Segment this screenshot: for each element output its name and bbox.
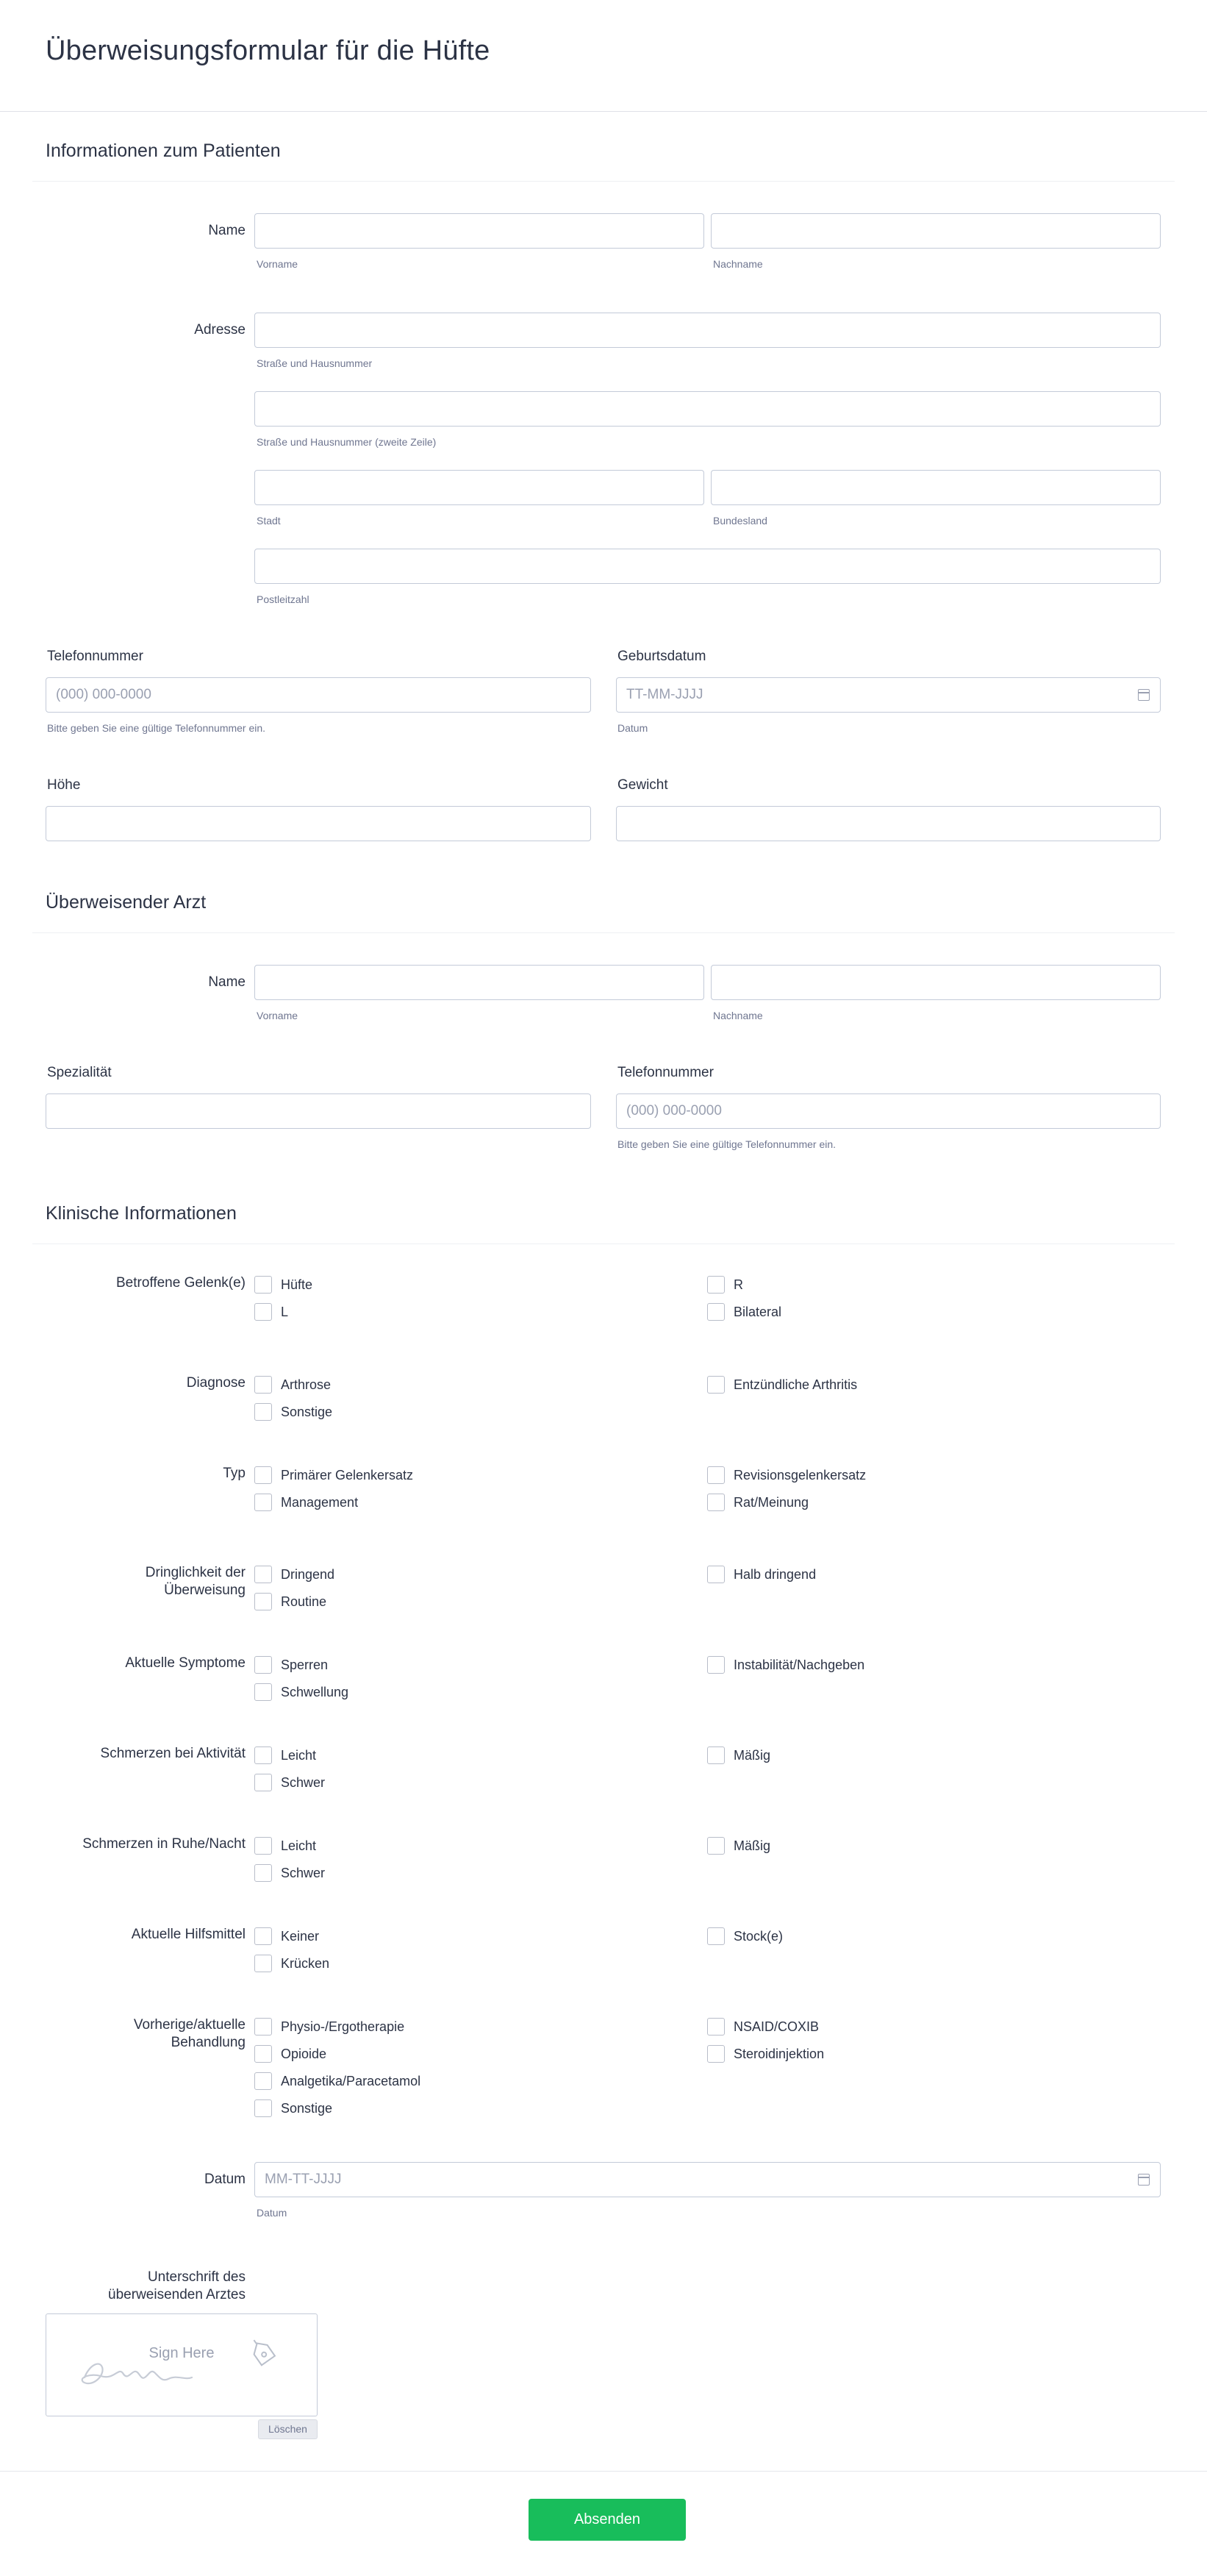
doctor-phone-sublabel: Bitte geben Sie eine gültige Telefonnummer ein. bbox=[617, 1138, 837, 1150]
aids-label: Aktuelle Hilfsmittel bbox=[131, 1927, 246, 1942]
checkbox-pain-activity-moderate[interactable] bbox=[707, 1746, 770, 1765]
checkbox-box[interactable] bbox=[707, 1837, 725, 1855]
height-input[interactable] bbox=[46, 806, 591, 841]
specialty-input[interactable] bbox=[46, 1093, 591, 1129]
weight-input[interactable] bbox=[616, 806, 1161, 841]
checkbox-label: Dringend bbox=[281, 1566, 335, 1582]
signature-placeholder: Sign Here bbox=[148, 2345, 215, 2361]
checkbox-box[interactable] bbox=[707, 1747, 725, 1764]
checkbox-label: Routine bbox=[281, 1594, 327, 1609]
date-sublabel: Datum bbox=[257, 2207, 287, 2219]
checkbox-box[interactable] bbox=[254, 1864, 272, 1882]
checkbox-box[interactable] bbox=[254, 1955, 272, 1972]
checkbox-label: L bbox=[281, 1304, 289, 1319]
urgency-label-line1: Dringlichkeit der bbox=[145, 1565, 246, 1580]
form-header bbox=[0, 0, 1207, 112]
checkbox-label: Schwer bbox=[281, 1774, 326, 1790]
zip-sublabel: Postleitzahl bbox=[257, 593, 309, 605]
checkbox-box[interactable] bbox=[254, 1494, 272, 1511]
checkbox-type-revision[interactable] bbox=[707, 1466, 866, 1485]
checkbox-pain-rest-moderate[interactable] bbox=[707, 1836, 770, 1855]
section-title-doctor: Überweisender Arzt bbox=[46, 892, 207, 913]
specialty-label: Spezialität bbox=[47, 1065, 112, 1080]
checkbox-box[interactable] bbox=[254, 1376, 272, 1394]
checkbox-label: Revisionsgelenkersatz bbox=[734, 1467, 867, 1483]
footer-divider bbox=[0, 2471, 1207, 2472]
joints-label: Betroffene Gelenk(e) bbox=[115, 1275, 246, 1291]
checkbox-joint-hip[interactable] bbox=[254, 1275, 312, 1294]
checkbox-joint-right[interactable] bbox=[707, 1275, 743, 1294]
checkbox-box[interactable] bbox=[254, 1593, 272, 1610]
address-label: Adresse bbox=[194, 322, 246, 338]
checkbox-box[interactable] bbox=[707, 1303, 725, 1321]
checkbox-box[interactable] bbox=[707, 1927, 725, 1945]
checkbox-box[interactable] bbox=[254, 1466, 272, 1484]
checkbox-treatment-opioids[interactable] bbox=[254, 2044, 326, 2063]
signature-pad[interactable] bbox=[46, 2313, 318, 2416]
checkbox-diagnosis-inflammatory[interactable] bbox=[707, 1375, 857, 1394]
pain-rest-label: Schmerzen in Ruhe/Nacht bbox=[82, 1836, 246, 1852]
symptoms-label: Aktuelle Symptome bbox=[125, 1655, 246, 1671]
checkbox-label: Hüfte bbox=[281, 1277, 313, 1292]
type-label: Typ bbox=[223, 1466, 246, 1481]
checkbox-treatment-other[interactable] bbox=[254, 2099, 332, 2118]
checkbox-box[interactable] bbox=[707, 2018, 725, 2036]
checkbox-box[interactable] bbox=[254, 2018, 272, 2036]
checkbox-urgency-urgent[interactable] bbox=[254, 1565, 334, 1584]
doctor-phone-input[interactable] bbox=[616, 1093, 1161, 1129]
checkbox-urgency-routine[interactable] bbox=[254, 1592, 326, 1611]
checkbox-treatment-physio[interactable] bbox=[254, 2017, 404, 2036]
doctor-first-name-sublabel: Vorname bbox=[257, 1010, 298, 1021]
checkbox-label: Sonstige bbox=[281, 2100, 333, 2116]
checkbox-symptom-instability[interactable] bbox=[707, 1655, 864, 1674]
checkbox-label: Mäßig bbox=[734, 1747, 771, 1763]
height-label: Höhe bbox=[47, 777, 81, 793]
patient-phone-label: Telefonnummer bbox=[47, 649, 143, 664]
checkbox-label: Keiner bbox=[281, 1928, 320, 1944]
calendar-icon[interactable] bbox=[1138, 689, 1150, 701]
submit-button[interactable]: Absenden bbox=[529, 2499, 686, 2541]
checkbox-aid-crutches[interactable] bbox=[254, 1954, 329, 1973]
checkbox-box[interactable] bbox=[254, 2099, 272, 2117]
checkbox-box[interactable] bbox=[254, 1683, 272, 1701]
checkbox-box[interactable] bbox=[707, 1466, 725, 1484]
checkbox-box[interactable] bbox=[254, 2045, 272, 2063]
urgency-label-line2: Überweisung bbox=[164, 1583, 246, 1598]
checkbox-pain-rest-mild[interactable] bbox=[254, 1836, 316, 1855]
checkbox-box[interactable] bbox=[707, 1276, 725, 1294]
checkbox-label: Arthrose bbox=[281, 1377, 332, 1392]
checkbox-label: Physio-/Ergotherapie bbox=[281, 2019, 405, 2034]
checkbox-label: R bbox=[734, 1277, 743, 1292]
checkbox-label: Steroidinjektion bbox=[734, 2046, 825, 2061]
dob-input[interactable] bbox=[616, 677, 1161, 713]
checkbox-label: Stock(e) bbox=[734, 1928, 784, 1944]
street2-input[interactable] bbox=[254, 391, 1161, 427]
checkbox-box[interactable] bbox=[707, 2045, 725, 2063]
checkbox-type-primary[interactable] bbox=[254, 1466, 413, 1485]
checkbox-box[interactable] bbox=[707, 1376, 725, 1394]
checkbox-box[interactable] bbox=[254, 1403, 272, 1421]
checkbox-box[interactable] bbox=[254, 1566, 272, 1583]
doctor-first-name-input[interactable] bbox=[254, 965, 704, 1000]
doctor-phone-label: Telefonnummer bbox=[617, 1065, 714, 1080]
checkbox-treatment-analgesics[interactable] bbox=[254, 2072, 420, 2091]
checkbox-box[interactable] bbox=[254, 1747, 272, 1764]
dob-sublabel: Datum bbox=[617, 722, 648, 734]
street2-sublabel: Straße und Hausnummer (zweite Zeile) bbox=[257, 436, 437, 448]
signature-squiggle-icon bbox=[46, 2314, 317, 2416]
checkbox-joint-bilateral[interactable] bbox=[707, 1302, 781, 1321]
section-title-patient: Informationen zum Patienten bbox=[46, 140, 281, 161]
patient-phone-sublabel: Bitte geben Sie eine gültige Telefonnummer ein. bbox=[47, 722, 266, 734]
section-divider bbox=[32, 932, 1175, 933]
zip-input[interactable] bbox=[254, 549, 1161, 584]
checkbox-label: Primärer Gelenkersatz bbox=[281, 1467, 414, 1483]
street-sublabel: Straße und Hausnummer bbox=[257, 357, 373, 369]
doctor-name-label: Name bbox=[208, 974, 246, 990]
checkbox-type-management[interactable] bbox=[254, 1493, 358, 1512]
checkbox-label: NSAID/COXIB bbox=[734, 2019, 820, 2034]
checkbox-box[interactable] bbox=[254, 1837, 272, 1855]
checkbox-pain-activity-mild[interactable] bbox=[254, 1746, 316, 1765]
checkbox-label: Bilateral bbox=[734, 1304, 782, 1319]
checkbox-label: Entzündliche Arthritis bbox=[734, 1377, 858, 1392]
checkbox-label: Leicht bbox=[281, 1747, 317, 1763]
date-label: Datum bbox=[204, 2172, 246, 2187]
weight-label: Gewicht bbox=[617, 777, 668, 793]
checkbox-label: Halb dringend bbox=[734, 1566, 817, 1582]
patient-name-label: Name bbox=[208, 223, 246, 238]
dob-label: Geburtsdatum bbox=[617, 649, 706, 664]
patient-first-name-input[interactable] bbox=[254, 213, 704, 249]
pain-activity-label: Schmerzen bei Aktivität bbox=[100, 1746, 246, 1761]
checkbox-symptom-swelling[interactable] bbox=[254, 1683, 348, 1702]
checkbox-label: Analgetika/Paracetamol bbox=[281, 2073, 421, 2088]
state-sublabel: Bundesland bbox=[713, 515, 767, 527]
signature-label-line1: Unterschrift des bbox=[147, 2269, 246, 2285]
checkbox-box[interactable] bbox=[707, 1566, 725, 1583]
section-title-clinical: Klinische Informationen bbox=[46, 1203, 237, 1224]
checkbox-pain-rest-severe[interactable] bbox=[254, 1863, 325, 1883]
checkbox-label: Rat/Meinung bbox=[734, 1494, 809, 1510]
checkbox-box[interactable] bbox=[254, 2072, 272, 2090]
clear-signature-button[interactable]: Löschen bbox=[258, 2419, 318, 2439]
signature-label-line2: überweisenden Arztes bbox=[108, 2287, 246, 2302]
checkbox-box[interactable] bbox=[254, 1774, 272, 1791]
patient-last-name-sublabel: Nachname bbox=[713, 258, 763, 270]
doctor-last-name-input[interactable] bbox=[711, 965, 1161, 1000]
checkbox-aid-cane[interactable] bbox=[707, 1927, 783, 1946]
checkbox-box[interactable] bbox=[707, 1656, 725, 1674]
treatment-label-line2: Behandlung bbox=[171, 2035, 246, 2050]
date-input[interactable] bbox=[254, 2162, 1161, 2197]
checkbox-type-advice[interactable] bbox=[707, 1493, 809, 1512]
checkbox-diagnosis-other[interactable] bbox=[254, 1402, 332, 1421]
street-input[interactable] bbox=[254, 313, 1161, 348]
checkbox-urgency-semi[interactable] bbox=[707, 1565, 816, 1584]
checkbox-label: Instabilität/Nachgeben bbox=[734, 1657, 865, 1672]
patient-last-name-input[interactable] bbox=[711, 213, 1161, 249]
state-input[interactable] bbox=[711, 470, 1161, 505]
city-input[interactable] bbox=[254, 470, 704, 505]
checkbox-label: Opioide bbox=[281, 2046, 327, 2061]
checkbox-box[interactable] bbox=[707, 1494, 725, 1511]
city-sublabel: Stadt bbox=[257, 515, 281, 527]
checkbox-joint-left[interactable] bbox=[254, 1302, 288, 1321]
patient-phone-input[interactable] bbox=[46, 677, 591, 713]
checkbox-aid-none[interactable] bbox=[254, 1927, 319, 1946]
checkbox-label: Schwer bbox=[281, 1865, 326, 1880]
checkbox-diagnosis-arthrosis[interactable] bbox=[254, 1375, 331, 1394]
checkbox-label: Schwellung bbox=[281, 1684, 349, 1699]
checkbox-box[interactable] bbox=[254, 1276, 272, 1294]
checkbox-label: Mäßig bbox=[734, 1838, 771, 1853]
patient-first-name-sublabel: Vorname bbox=[257, 258, 298, 270]
treatment-label-line1: Vorherige/aktuelle bbox=[133, 2017, 246, 2033]
section-divider bbox=[32, 181, 1175, 182]
checkbox-treatment-steroid[interactable] bbox=[707, 2044, 824, 2063]
checkbox-box[interactable] bbox=[254, 1656, 272, 1674]
checkbox-label: Leicht bbox=[281, 1838, 317, 1853]
diagnosis-label: Diagnose bbox=[186, 1375, 246, 1391]
checkbox-label: Sonstige bbox=[281, 1404, 333, 1419]
checkbox-box[interactable] bbox=[254, 1927, 272, 1945]
checkbox-pain-activity-severe[interactable] bbox=[254, 1773, 325, 1792]
form-title: Überweisungsformular für die Hüfte bbox=[46, 35, 490, 66]
doctor-last-name-sublabel: Nachname bbox=[713, 1010, 763, 1021]
checkbox-box[interactable] bbox=[254, 1303, 272, 1321]
checkbox-label: Krücken bbox=[281, 1955, 330, 1971]
checkbox-treatment-nsaid[interactable] bbox=[707, 2017, 819, 2036]
checkbox-label: Management bbox=[281, 1494, 359, 1510]
checkbox-symptom-locking[interactable] bbox=[254, 1655, 328, 1674]
calendar-icon[interactable] bbox=[1138, 2174, 1150, 2186]
checkbox-label: Sperren bbox=[281, 1657, 329, 1672]
